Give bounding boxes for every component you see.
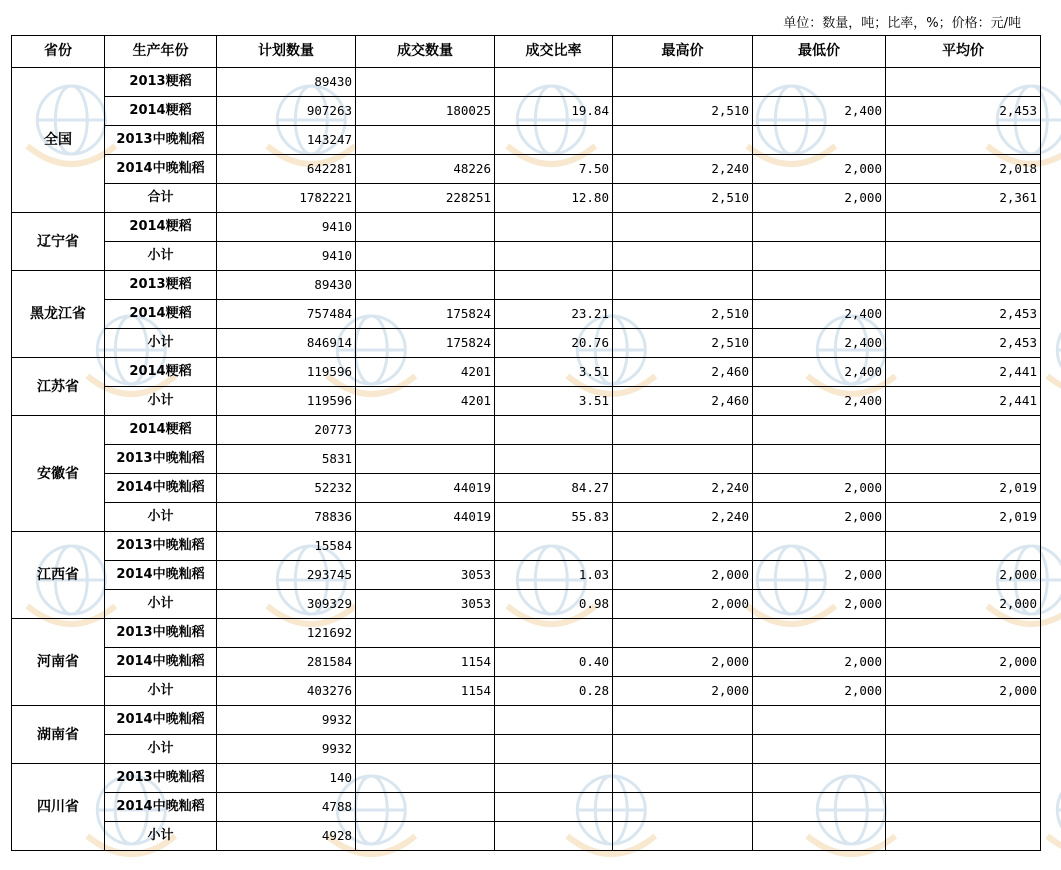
avg-price-cell: 2,019 <box>886 503 1041 532</box>
min-price-cell: 2,000 <box>753 184 886 213</box>
production-year-cell: 2013粳稻 <box>105 271 217 300</box>
min-price-cell <box>753 242 886 271</box>
planned-quantity-cell: 9932 <box>217 706 356 735</box>
production-year-cell: 2014中晚籼稻 <box>105 793 217 822</box>
deal-ratio-cell <box>495 213 613 242</box>
max-price-cell <box>613 242 753 271</box>
avg-price-cell <box>886 126 1041 155</box>
province-cell: 辽宁省 <box>12 213 105 271</box>
avg-price-cell <box>886 706 1041 735</box>
table-row <box>12 213 1041 242</box>
table-row <box>12 619 1041 648</box>
deal-ratio-cell <box>495 822 613 851</box>
min-price-cell: 2,000 <box>753 648 886 677</box>
max-price-cell <box>613 735 753 764</box>
planned-quantity-cell: 121692 <box>217 619 356 648</box>
table-row <box>12 242 1041 271</box>
deal-ratio-cell: 7.50 <box>495 155 613 184</box>
min-price-cell <box>753 271 886 300</box>
deal-ratio-cell: 84.27 <box>495 474 613 503</box>
min-price-cell: 2,400 <box>753 358 886 387</box>
max-price-cell <box>613 445 753 474</box>
production-year-cell: 小计 <box>105 677 217 706</box>
table-row <box>12 677 1041 706</box>
planned-quantity-cell: 1782221 <box>217 184 356 213</box>
planned-quantity-cell: 5831 <box>217 445 356 474</box>
avg-price-cell: 2,000 <box>886 648 1041 677</box>
max-price-cell <box>613 793 753 822</box>
province-cell: 安徽省 <box>12 416 105 532</box>
deal-quantity-cell: 228251 <box>356 184 495 213</box>
avg-price-cell <box>886 822 1041 851</box>
deal-ratio-cell: 20.76 <box>495 329 613 358</box>
deal-quantity-cell <box>356 735 495 764</box>
table-row <box>12 126 1041 155</box>
avg-price-cell <box>886 242 1041 271</box>
deal-ratio-cell <box>495 735 613 764</box>
table-row <box>12 271 1041 300</box>
deal-ratio-cell <box>495 445 613 474</box>
table-row <box>12 822 1041 851</box>
planned-quantity-cell: 119596 <box>217 387 356 416</box>
planned-quantity-cell: 403276 <box>217 677 356 706</box>
production-year-cell: 小计 <box>105 822 217 851</box>
table-row <box>12 416 1041 445</box>
deal-ratio-cell <box>495 706 613 735</box>
production-year-cell: 小计 <box>105 387 217 416</box>
planned-quantity-cell: 757484 <box>217 300 356 329</box>
production-year-cell: 2014粳稻 <box>105 358 217 387</box>
deal-ratio-cell: 0.28 <box>495 677 613 706</box>
production-year-cell: 2014粳稻 <box>105 416 217 445</box>
deal-quantity-cell: 1154 <box>356 648 495 677</box>
max-price-cell: 2,240 <box>613 503 753 532</box>
deal-ratio-cell: 12.80 <box>495 184 613 213</box>
planned-quantity-cell: 281584 <box>217 648 356 677</box>
province-cell: 全国 <box>12 68 105 213</box>
table-row <box>12 648 1041 677</box>
max-price-cell <box>613 68 753 97</box>
avg-price-cell: 2,000 <box>886 677 1041 706</box>
deal-quantity-cell <box>356 416 495 445</box>
min-price-cell <box>753 706 886 735</box>
avg-price-cell: 2,453 <box>886 329 1041 358</box>
min-price-cell <box>753 416 886 445</box>
max-price-cell <box>613 271 753 300</box>
max-price-cell <box>613 213 753 242</box>
planned-quantity-cell: 9932 <box>217 735 356 764</box>
table-row <box>12 532 1041 561</box>
planned-quantity-cell: 309329 <box>217 590 356 619</box>
avg-price-cell: 2,453 <box>886 97 1041 126</box>
deal-quantity-cell: 175824 <box>356 300 495 329</box>
deal-ratio-cell <box>495 619 613 648</box>
min-price-cell: 2,400 <box>753 329 886 358</box>
table-row <box>12 474 1041 503</box>
deal-quantity-cell: 44019 <box>356 503 495 532</box>
min-price-cell: 2,000 <box>753 155 886 184</box>
max-price-cell <box>613 619 753 648</box>
production-year-cell: 2014中晚籼稻 <box>105 648 217 677</box>
planned-quantity-cell: 907263 <box>217 97 356 126</box>
min-price-cell <box>753 68 886 97</box>
planned-quantity-cell: 89430 <box>217 271 356 300</box>
header-row <box>12 36 1041 68</box>
max-price-cell <box>613 822 753 851</box>
province-cell: 河南省 <box>12 619 105 706</box>
province-cell: 四川省 <box>12 764 105 851</box>
table-row <box>12 793 1041 822</box>
header-deal-ratio: 成交比率 <box>495 36 613 68</box>
avg-price-cell: 2,441 <box>886 387 1041 416</box>
planned-quantity-cell: 20773 <box>217 416 356 445</box>
production-year-cell: 小计 <box>105 329 217 358</box>
production-year-cell: 2014粳稻 <box>105 300 217 329</box>
avg-price-cell: 2,453 <box>886 300 1041 329</box>
table-row <box>12 184 1041 213</box>
avg-price-cell: 2,361 <box>886 184 1041 213</box>
deal-ratio-cell <box>495 532 613 561</box>
deal-ratio-cell: 23.21 <box>495 300 613 329</box>
min-price-cell: 2,000 <box>753 677 886 706</box>
deal-ratio-cell: 0.40 <box>495 648 613 677</box>
avg-price-cell <box>886 532 1041 561</box>
planned-quantity-cell: 293745 <box>217 561 356 590</box>
planned-quantity-cell: 9410 <box>217 242 356 271</box>
min-price-cell: 2,000 <box>753 503 886 532</box>
deal-quantity-cell: 3053 <box>356 590 495 619</box>
deal-quantity-cell: 4201 <box>356 358 495 387</box>
province-cell: 江西省 <box>12 532 105 619</box>
production-year-cell: 小计 <box>105 503 217 532</box>
table-row <box>12 387 1041 416</box>
deal-quantity-cell <box>356 793 495 822</box>
max-price-cell: 2,000 <box>613 677 753 706</box>
table-row <box>12 445 1041 474</box>
province-cell: 黑龙江省 <box>12 271 105 358</box>
max-price-cell <box>613 764 753 793</box>
planned-quantity-cell: 119596 <box>217 358 356 387</box>
deal-quantity-cell <box>356 271 495 300</box>
production-year-cell: 2013中晚籼稻 <box>105 126 217 155</box>
deal-ratio-cell <box>495 68 613 97</box>
production-year-cell: 2014中晚籼稻 <box>105 474 217 503</box>
deal-ratio-cell <box>495 416 613 445</box>
planned-quantity-cell: 89430 <box>217 68 356 97</box>
max-price-cell: 2,460 <box>613 387 753 416</box>
max-price-cell: 2,000 <box>613 561 753 590</box>
min-price-cell: 2,400 <box>753 97 886 126</box>
planned-quantity-cell: 15584 <box>217 532 356 561</box>
deal-quantity-cell <box>356 242 495 271</box>
max-price-cell <box>613 126 753 155</box>
max-price-cell <box>613 706 753 735</box>
max-price-cell: 2,240 <box>613 474 753 503</box>
deal-ratio-cell <box>495 793 613 822</box>
table-row <box>12 706 1041 735</box>
table-row <box>12 764 1041 793</box>
production-year-cell: 小计 <box>105 590 217 619</box>
deal-quantity-cell <box>356 822 495 851</box>
planned-quantity-cell: 846914 <box>217 329 356 358</box>
avg-price-cell: 2,018 <box>886 155 1041 184</box>
table-row <box>12 590 1041 619</box>
deal-quantity-cell: 4201 <box>356 387 495 416</box>
min-price-cell: 2,000 <box>753 590 886 619</box>
deal-ratio-cell: 0.98 <box>495 590 613 619</box>
deal-quantity-cell <box>356 619 495 648</box>
avg-price-cell: 2,019 <box>886 474 1041 503</box>
max-price-cell <box>613 532 753 561</box>
max-price-cell: 2,510 <box>613 329 753 358</box>
avg-price-cell: 2,000 <box>886 590 1041 619</box>
header-avg-price: 平均价 <box>886 36 1041 68</box>
max-price-cell: 2,460 <box>613 358 753 387</box>
avg-price-cell <box>886 793 1041 822</box>
min-price-cell <box>753 445 886 474</box>
avg-price-cell <box>886 68 1041 97</box>
deal-ratio-cell: 1.03 <box>495 561 613 590</box>
production-year-cell: 合计 <box>105 184 217 213</box>
max-price-cell: 2,510 <box>613 184 753 213</box>
deal-ratio-cell: 55.83 <box>495 503 613 532</box>
deal-quantity-cell <box>356 126 495 155</box>
min-price-cell <box>753 532 886 561</box>
min-price-cell <box>753 793 886 822</box>
avg-price-cell <box>886 416 1041 445</box>
avg-price-cell <box>886 445 1041 474</box>
production-year-cell: 小计 <box>105 735 217 764</box>
min-price-cell: 2,400 <box>753 300 886 329</box>
production-year-cell: 2014中晚籼稻 <box>105 706 217 735</box>
min-price-cell: 2,000 <box>753 474 886 503</box>
deal-quantity-cell: 180025 <box>356 97 495 126</box>
deal-ratio-cell <box>495 242 613 271</box>
table-row <box>12 735 1041 764</box>
table-row <box>12 358 1041 387</box>
planned-quantity-cell: 140 <box>217 764 356 793</box>
table-row <box>12 97 1041 126</box>
planned-quantity-cell: 52232 <box>217 474 356 503</box>
max-price-cell: 2,510 <box>613 97 753 126</box>
planned-quantity-cell: 4928 <box>217 822 356 851</box>
deal-quantity-cell: 48226 <box>356 155 495 184</box>
max-price-cell: 2,510 <box>613 300 753 329</box>
avg-price-cell <box>886 764 1041 793</box>
avg-price-cell <box>886 213 1041 242</box>
planned-quantity-cell: 9410 <box>217 213 356 242</box>
deal-ratio-cell: 3.51 <box>495 387 613 416</box>
avg-price-cell <box>886 619 1041 648</box>
table-body <box>12 68 1041 851</box>
deal-quantity-cell <box>356 532 495 561</box>
header-min-price: 最低价 <box>753 36 886 68</box>
planned-quantity-cell: 143247 <box>217 126 356 155</box>
planned-quantity-cell: 642281 <box>217 155 356 184</box>
production-year-cell: 2013中晚籼稻 <box>105 532 217 561</box>
header-deal-quantity: 成交数量 <box>356 36 495 68</box>
avg-price-cell: 2,441 <box>886 358 1041 387</box>
deal-ratio-cell: 19.84 <box>495 97 613 126</box>
deal-quantity-cell <box>356 213 495 242</box>
max-price-cell: 2,000 <box>613 590 753 619</box>
production-year-cell: 2013粳稻 <box>105 68 217 97</box>
min-price-cell <box>753 126 886 155</box>
min-price-cell <box>753 822 886 851</box>
production-year-cell: 2013中晚籼稻 <box>105 764 217 793</box>
production-year-cell: 2014中晚籼稻 <box>105 561 217 590</box>
auction-result-table <box>11 35 1041 851</box>
min-price-cell: 2,000 <box>753 561 886 590</box>
deal-ratio-cell <box>495 126 613 155</box>
table-row <box>12 329 1041 358</box>
production-year-cell: 2014粳稻 <box>105 213 217 242</box>
deal-quantity-cell: 3053 <box>356 561 495 590</box>
min-price-cell <box>753 619 886 648</box>
production-year-cell: 小计 <box>105 242 217 271</box>
deal-ratio-cell: 3.51 <box>495 358 613 387</box>
deal-ratio-cell <box>495 271 613 300</box>
table-row <box>12 300 1041 329</box>
table-row <box>12 561 1041 590</box>
unit-note: 单位：数量，吨；比率，%；价格：元/吨 <box>783 16 1021 31</box>
max-price-cell: 2,000 <box>613 648 753 677</box>
min-price-cell: 2,400 <box>753 387 886 416</box>
header-max-price: 最高价 <box>613 36 753 68</box>
avg-price-cell <box>886 735 1041 764</box>
planned-quantity-cell: 78836 <box>217 503 356 532</box>
deal-quantity-cell <box>356 706 495 735</box>
min-price-cell <box>753 213 886 242</box>
avg-price-cell: 2,000 <box>886 561 1041 590</box>
max-price-cell: 2,240 <box>613 155 753 184</box>
production-year-cell: 2013中晚籼稻 <box>105 619 217 648</box>
deal-quantity-cell <box>356 764 495 793</box>
production-year-cell: 2014中晚籼稻 <box>105 155 217 184</box>
production-year-cell: 2013中晚籼稻 <box>105 445 217 474</box>
deal-quantity-cell <box>356 445 495 474</box>
table-row <box>12 155 1041 184</box>
deal-quantity-cell: 1154 <box>356 677 495 706</box>
header-planned-quantity: 计划数量 <box>217 36 356 68</box>
min-price-cell <box>753 735 886 764</box>
avg-price-cell <box>886 271 1041 300</box>
province-cell: 湖南省 <box>12 706 105 764</box>
max-price-cell <box>613 416 753 445</box>
min-price-cell <box>753 764 886 793</box>
table-row <box>12 503 1041 532</box>
header-production-year: 生产年份 <box>105 36 217 68</box>
province-cell: 江苏省 <box>12 358 105 416</box>
deal-quantity-cell: 44019 <box>356 474 495 503</box>
deal-ratio-cell <box>495 764 613 793</box>
production-year-cell: 2014粳稻 <box>105 97 217 126</box>
deal-quantity-cell: 175824 <box>356 329 495 358</box>
planned-quantity-cell: 4788 <box>217 793 356 822</box>
table-row <box>12 68 1041 97</box>
header-province: 省份 <box>12 36 105 68</box>
deal-quantity-cell <box>356 68 495 97</box>
